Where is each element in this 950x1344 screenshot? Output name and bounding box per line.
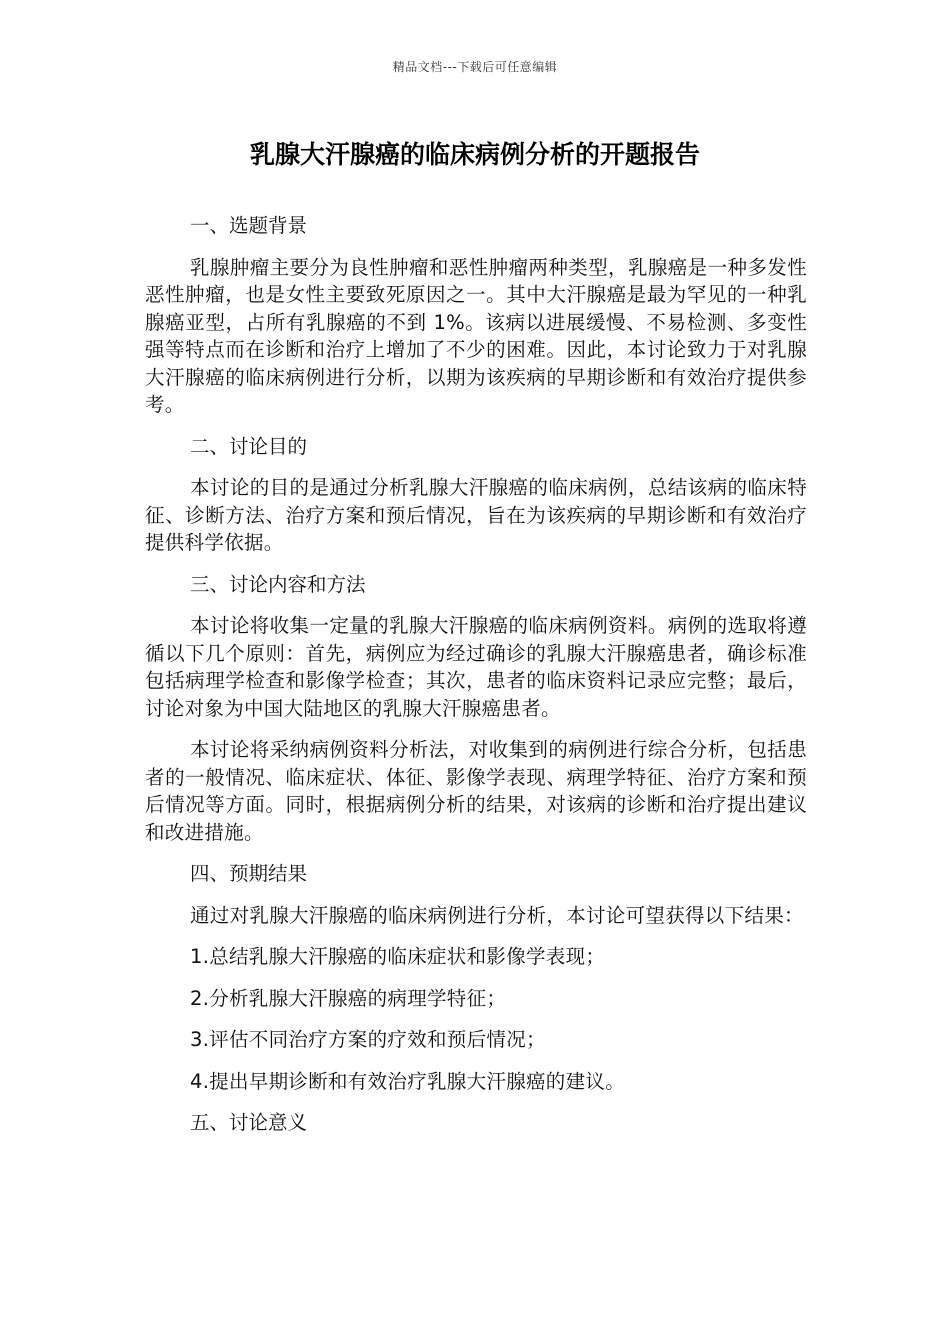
section-heading: 二、讨论目的: [190, 434, 308, 458]
section-heading: 四、预期结果: [190, 862, 308, 885]
section-heading: 一、选题背景: [190, 214, 308, 237]
list-item: 4.提出早期诊断和有效治疗乳腺大汗腺癌的建议。: [190, 1069, 626, 1093]
section-heading: 五、讨论意义: [190, 1111, 308, 1134]
document-body: [145, 212, 807, 1137]
document-title: 乳腺大汗腺癌的临床病例分析的开题报告: [249, 140, 700, 169]
paragraph: 本讨论的目的是通过分析乳腺大汗腺癌的临床病例，总结该病的临床特征、诊断方法、治疗方案和预后情况，旨在为该疾病的早期诊断和有效治疗提供科学依据。: [145, 476, 807, 554]
list-item: 2.分析乳腺大汗腺癌的病理学特征；: [190, 986, 507, 1010]
list-item: 3.评估不同治疗方案的疗效和预后情况；: [190, 1028, 546, 1051]
page-header: 精品文档---下载后可任意编辑: [392, 60, 558, 74]
paragraph: 本讨论将收集一定量的乳腺大汗腺癌的临床病例资料。病例的选取将遵循以下几个原则：首先，病例应为经过确诊的乳腺大汗腺癌患者，确诊标准包括病理学检查和影像学检查；其次，患者的临床资料记录应完整；最后，讨论对象为中国大陆地区的乳腺大汗腺癌患者。: [145, 614, 807, 720]
section-heading: 三、讨论内容和方法: [190, 572, 366, 596]
paragraph: 本讨论将采纳病例资料分析法，对收集到的病例进行综合分析，包括患者的一般情况、临床症状、体征、影像学表现、病理学特征、治疗方案和预后情况等方面。同时，根据病例分析的结果，对该病的诊断和治疗提出建议和改进措施。: [145, 738, 807, 844]
list-item: 1.总结乳腺大汗腺癌的临床症状和影像学表现；: [190, 945, 606, 968]
paragraph: 乳腺肿瘤主要分为良性肿瘤和恶性肿瘤两种类型，乳腺癌是一种多发性恶性肿瘤，也是女性主要致死原因之一。其中大汗腺癌是最为罕见的一种乳腺癌亚型，占所有乳腺癌的不到 1%。该病以进展缓慢、不易检测、多变性强等特点而在诊断和治疗上增加了不少的困难。因此，本讨论致力于对乳腺大汗腺癌的临床病例进行分析，以期为该疾病的早期诊断和有效治疗提供参考。: [145, 255, 807, 416]
paragraph: 通过对乳腺大汗腺癌的临床病例进行分析，本讨论可望获得以下结果：: [190, 903, 804, 927]
